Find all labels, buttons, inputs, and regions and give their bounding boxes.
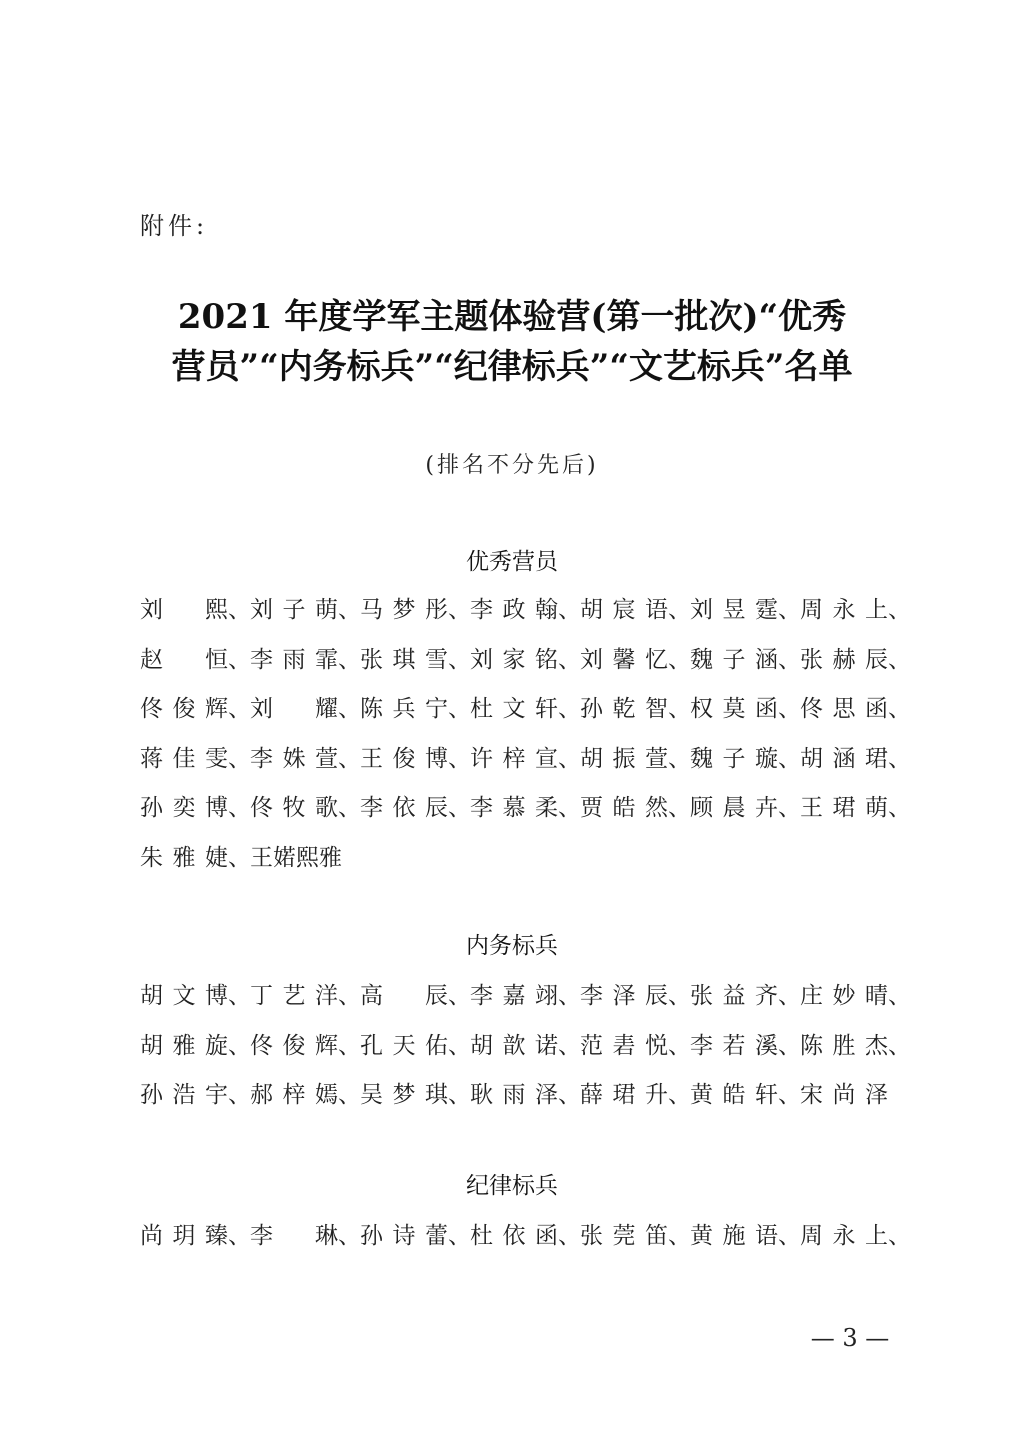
name-entry	[250, 586, 360, 636]
name-separator: 、	[338, 1082, 361, 1108]
name-entry	[580, 685, 690, 735]
name-entry	[580, 1022, 690, 1072]
person-name: 李政翰	[470, 597, 558, 623]
name-separator: 、	[448, 1032, 471, 1059]
name-entry	[250, 1212, 360, 1262]
name-separator: 、	[668, 1032, 691, 1059]
name-entry	[690, 1071, 800, 1121]
person-name: 刘家铭	[470, 646, 558, 673]
name-entry	[250, 784, 360, 834]
name-separator: 、	[228, 795, 251, 821]
name-separator: 、	[448, 1082, 471, 1108]
name-entry	[470, 636, 580, 686]
name-separator: 、	[448, 795, 471, 821]
person-name: 胡涵珺	[800, 745, 888, 772]
name-separator: 、	[888, 646, 911, 673]
name-separator: 、	[448, 646, 471, 673]
person-name: 赵 恒	[140, 646, 228, 673]
name-entry	[140, 972, 250, 1022]
name-separator: 、	[338, 983, 361, 1009]
person-name: 孙奕博	[140, 795, 228, 821]
name-row	[140, 972, 920, 1022]
name-separator: 、	[558, 983, 581, 1009]
name-separator: 、	[228, 745, 251, 772]
name-separator: 、	[668, 1082, 691, 1108]
person-name: 胡歆诺	[470, 1032, 558, 1059]
person-name: 尚玥臻	[140, 1223, 228, 1249]
name-separator: 、	[558, 597, 581, 623]
name-separator: 、	[228, 1082, 251, 1108]
name-entry	[580, 586, 690, 636]
name-entry	[140, 784, 250, 834]
person-name: 刘 熙	[140, 597, 228, 623]
person-name: 顾晨卉	[690, 795, 778, 821]
person-name: 庄妙晴	[800, 983, 888, 1009]
name-entry	[800, 685, 910, 735]
person-name: 王俊博	[360, 745, 448, 772]
name-row	[140, 586, 920, 636]
name-entry	[580, 1071, 690, 1121]
person-name: 李嘉翊	[470, 983, 558, 1009]
name-separator: 、	[778, 983, 801, 1009]
name-separator: 、	[558, 1223, 581, 1249]
name-separator: 、	[448, 696, 471, 722]
name-entry	[470, 586, 580, 636]
person-name: 黄皓轩	[690, 1082, 778, 1108]
section-heading-discipline-model: 纪律标兵	[466, 1173, 558, 1199]
person-name: 魏子涵	[690, 646, 778, 673]
name-entry	[800, 972, 910, 1022]
name-entry	[360, 636, 470, 686]
name-separator: 、	[338, 696, 361, 722]
name-separator: 、	[338, 795, 361, 821]
person-name: 王珺萌	[800, 795, 888, 821]
name-row	[140, 1212, 920, 1262]
name-separator: 、	[778, 1223, 801, 1249]
name-separator: 、	[668, 646, 691, 673]
name-entry	[690, 685, 800, 735]
name-entry	[140, 685, 250, 735]
name-row	[140, 1071, 920, 1121]
name-entry	[580, 735, 690, 785]
name-list-housekeeping-model	[140, 972, 920, 1121]
name-entry	[250, 834, 360, 884]
name-separator: 、	[888, 745, 911, 772]
name-separator: 、	[228, 1223, 251, 1249]
name-separator: 、	[668, 696, 691, 722]
name-separator: 、	[228, 597, 251, 623]
name-list-discipline-model	[140, 1212, 920, 1262]
name-entry	[800, 586, 910, 636]
title-line-2: 营员”“内务标兵”“纪律标兵”“文艺标兵”名单	[171, 347, 853, 387]
person-name: 李慕柔	[470, 795, 558, 821]
person-name: 范砉悦	[580, 1032, 668, 1059]
name-separator: 、	[228, 983, 251, 1009]
name-separator: 、	[888, 983, 911, 1009]
name-separator: 、	[228, 844, 251, 871]
name-separator: 、	[888, 597, 911, 623]
name-entry	[470, 784, 580, 834]
person-name: 郝梓嫣	[250, 1082, 338, 1108]
name-separator: 、	[668, 745, 691, 772]
name-separator: 、	[888, 696, 911, 722]
name-entry	[470, 972, 580, 1022]
person-name: 李雨霏	[250, 646, 338, 673]
person-name: 李 琳	[250, 1223, 338, 1249]
name-entry	[360, 1212, 470, 1262]
name-entry	[360, 735, 470, 785]
name-entry	[250, 685, 360, 735]
name-entry	[250, 735, 360, 785]
person-name: 孔天佑	[360, 1032, 448, 1059]
name-entry	[580, 636, 690, 686]
ranking-note: (排名不分先后)	[425, 453, 599, 478]
person-name: 刘昱霆	[690, 597, 778, 623]
name-entry	[360, 586, 470, 636]
name-separator: 、	[778, 1032, 801, 1059]
name-separator: 、	[778, 795, 801, 821]
person-name: 刘馨忆	[580, 646, 668, 673]
name-entry	[360, 972, 470, 1022]
person-name: 孙诗蕾	[360, 1223, 448, 1249]
name-separator: 、	[338, 1223, 361, 1249]
person-name: 胡宸语	[580, 597, 668, 623]
person-name: 周永上	[800, 597, 888, 623]
name-separator: 、	[888, 1223, 911, 1249]
person-name: 陈兵宁	[360, 696, 448, 722]
name-separator: 、	[228, 696, 251, 722]
name-entry	[360, 784, 470, 834]
name-entry	[250, 972, 360, 1022]
name-separator: 、	[338, 745, 361, 772]
name-separator: 、	[668, 795, 691, 821]
person-name: 张莞笛	[580, 1223, 668, 1249]
name-row	[140, 685, 920, 735]
name-separator: 、	[778, 745, 801, 772]
person-name: 孙浩宇	[140, 1082, 228, 1108]
person-name: 宋尚泽	[800, 1082, 888, 1108]
person-name: 权莫函	[690, 696, 778, 722]
person-name: 王婼熙雅	[250, 844, 342, 871]
name-entry	[470, 685, 580, 735]
name-row	[140, 636, 920, 686]
name-list-outstanding-campers	[140, 586, 920, 883]
name-entry	[690, 1212, 800, 1262]
person-name: 佟思函	[800, 696, 888, 722]
person-name: 张赫辰	[800, 646, 888, 673]
person-name: 许梓宣	[470, 745, 558, 772]
name-separator: 、	[338, 646, 361, 673]
name-entry	[580, 1212, 690, 1262]
name-entry	[800, 636, 910, 686]
name-separator: 、	[448, 1223, 471, 1249]
name-separator: 、	[448, 983, 471, 1009]
name-entry	[250, 1022, 360, 1072]
name-separator: 、	[778, 646, 801, 673]
name-entry	[140, 1071, 250, 1121]
person-name: 李依辰	[360, 795, 448, 821]
name-entry	[690, 1022, 800, 1072]
name-separator: 、	[558, 795, 581, 821]
name-separator: 、	[448, 745, 471, 772]
name-entry	[250, 1071, 360, 1121]
name-entry	[360, 1071, 470, 1121]
name-separator: 、	[668, 983, 691, 1009]
person-name: 孙乾智	[580, 696, 668, 722]
person-name: 陈胜杰	[800, 1032, 888, 1059]
name-entry	[470, 1071, 580, 1121]
person-name: 刘 耀	[250, 696, 338, 722]
name-row	[140, 735, 920, 785]
name-entry	[140, 1212, 250, 1262]
person-name: 张琪雪	[360, 646, 448, 673]
name-separator: 、	[778, 597, 801, 623]
person-name: 胡振萱	[580, 745, 668, 772]
name-separator: 、	[778, 696, 801, 722]
person-name: 耿雨泽	[470, 1082, 558, 1108]
name-separator: 、	[448, 597, 471, 623]
name-separator: 、	[558, 1082, 581, 1108]
name-separator: 、	[338, 1032, 361, 1059]
name-separator: 、	[338, 597, 361, 623]
person-name: 吴梦琪	[360, 1082, 448, 1108]
name-entry	[800, 1071, 910, 1121]
person-name: 胡雅旋	[140, 1032, 228, 1059]
person-name: 蒋佳雯	[140, 745, 228, 772]
name-entry	[800, 1212, 910, 1262]
name-row	[140, 834, 920, 884]
name-separator: 、	[888, 795, 911, 821]
name-entry	[690, 972, 800, 1022]
person-name: 魏子璇	[690, 745, 778, 772]
name-entry	[470, 735, 580, 785]
name-entry	[690, 784, 800, 834]
name-separator: 、	[668, 1223, 691, 1249]
name-entry	[140, 636, 250, 686]
title-line-1: 2021 年度学军主题体验营(第一批次)“优秀	[177, 297, 847, 337]
name-separator: 、	[888, 1032, 911, 1059]
person-name: 胡文博	[140, 983, 228, 1009]
name-entry	[140, 1022, 250, 1072]
section-heading-outstanding-campers: 优秀营员	[466, 549, 558, 575]
name-entry	[580, 972, 690, 1022]
person-name: 马梦彤	[360, 597, 448, 623]
name-entry	[360, 685, 470, 735]
person-name: 佟俊辉	[140, 696, 228, 722]
name-entry	[140, 834, 250, 884]
name-row	[140, 1022, 920, 1072]
name-entry	[800, 784, 910, 834]
name-entry	[580, 784, 690, 834]
person-name: 高 辰	[360, 983, 448, 1009]
name-entry	[690, 735, 800, 785]
name-entry	[690, 636, 800, 686]
name-entry	[690, 586, 800, 636]
name-entry	[470, 1212, 580, 1262]
person-name: 李泽辰	[580, 983, 668, 1009]
person-name: 黄施语	[690, 1223, 778, 1249]
person-name: 刘子萌	[250, 597, 338, 623]
person-name: 杜依函	[470, 1223, 558, 1249]
section-heading-housekeeping-model: 内务标兵	[466, 933, 558, 959]
name-entry	[800, 1022, 910, 1072]
name-row	[140, 784, 920, 834]
person-name: 杜文轩	[470, 696, 558, 722]
name-separator: 、	[558, 646, 581, 673]
person-name: 李若溪	[690, 1032, 778, 1059]
name-entry	[470, 1022, 580, 1072]
name-separator: 、	[228, 1032, 251, 1059]
name-separator: 、	[558, 745, 581, 772]
person-name: 贾皓然	[580, 795, 668, 821]
name-entry	[140, 735, 250, 785]
name-separator: 、	[778, 1082, 801, 1108]
name-separator: 、	[558, 696, 581, 722]
name-entry	[140, 586, 250, 636]
document-title	[100, 292, 924, 392]
page-number: — 3 —	[810, 1324, 890, 1352]
person-name: 佟牧歌	[250, 795, 338, 821]
person-name: 朱雅婕	[140, 844, 228, 871]
person-name: 薛珺升	[580, 1082, 668, 1108]
person-name: 丁艺洋	[250, 983, 338, 1009]
name-separator: 、	[668, 597, 691, 623]
attachment-label: 附件:	[140, 212, 209, 240]
name-entry	[250, 636, 360, 686]
name-entry	[360, 1022, 470, 1072]
name-separator: 、	[228, 646, 251, 673]
name-separator: 、	[558, 1032, 581, 1059]
person-name: 张益齐	[690, 983, 778, 1009]
person-name: 佟俊辉	[250, 1032, 338, 1059]
name-entry	[800, 735, 910, 785]
person-name: 李姝萱	[250, 745, 338, 772]
person-name: 周永上	[800, 1223, 888, 1249]
